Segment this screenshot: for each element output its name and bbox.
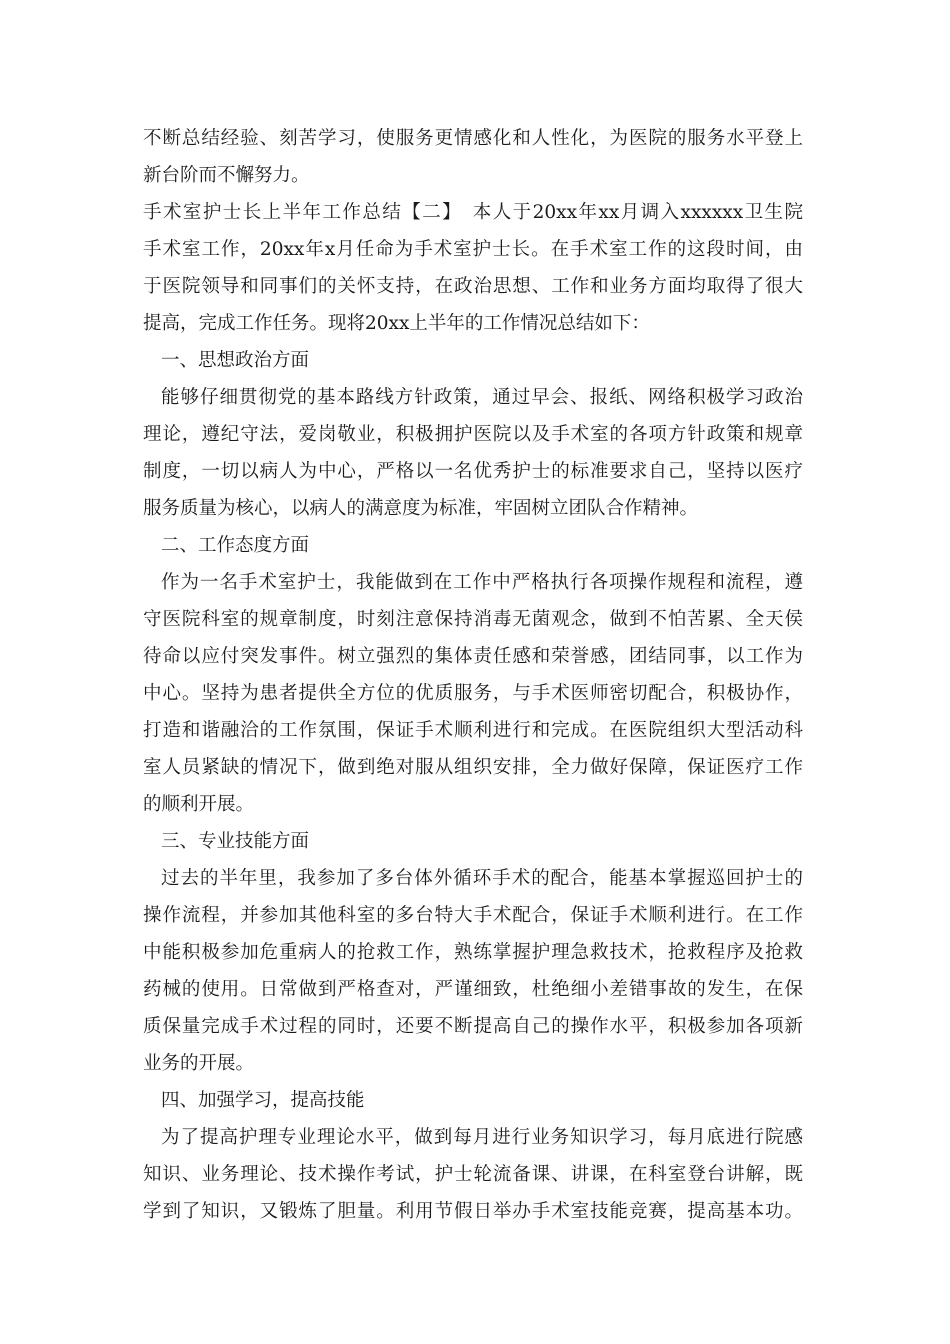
text-line: 服务质量为核心，以病人的满意度为标准，牢固树立团队合作精神。 [143, 498, 699, 519]
text-line: 于医院领导和同事们的关怀支持，在政治思想、工作和业务方面均取得了很大 [143, 276, 803, 297]
text-line: 提高，完成工作任务。现将20xx上半年的工作情况总结如下： [143, 313, 650, 334]
text-line: 待命以应付突发事件。树立强烈的集体责任感和荣誉感，团结同事，以工作为 [143, 646, 803, 667]
text-line: 中心。坚持为患者提供全方位的优质服务，与手术医师密切配合，积极协作， [143, 683, 803, 704]
text-line: 制度，一切以病人为中心，严格以一名优秀护士的标准要求自己，坚持以医疗 [143, 461, 803, 482]
text-line: 过去的半年里，我参加了多台体外循环手术的配合，能基本掌握巡回护士的 [161, 868, 803, 889]
text-line: 中能积极参加危重病人的抢救工作，熟练掌握护理急救技术，抢救程序及抢救 [143, 942, 803, 963]
text-line: 新台阶而不懈努力。 [143, 165, 310, 186]
text-line: 的顺利开展。 [143, 794, 255, 815]
text-line: 室人员紧缺的情况下，做到绝对服从组织安排，全力做好保障，保证医疗工作 [143, 757, 803, 778]
text-line: 操作流程，并参加其他科室的多台特大手术配合，保证手术顺利进行。在工作 [143, 905, 803, 926]
text-line: 手术室工作，20xx年x月任命为手术室护士长。在手术室工作的这段时间，由 [143, 239, 803, 260]
text-line: 守医院科室的规章制度，时刻注意保持消毒无菌观念，做到不怕苦累、全天侯 [143, 609, 803, 630]
text-line: 药械的使用。日常做到严格查对，严谨细致，杜绝细小差错事故的发生，在保 [143, 979, 803, 1000]
text-line: 作为一名手术室护士，我能做到在工作中严格执行各项操作规程和流程，遵 [161, 572, 803, 593]
text-line: 能够仔细贯彻党的基本路线方针政策，通过早会、报纸、网络积极学习政治 [161, 387, 803, 408]
section-heading: 一、思想政治方面 [161, 350, 310, 371]
section-heading: 四、加强学习，提高技能 [161, 1090, 365, 1111]
text-line: 不断总结经验、刻苦学习，使服务更情感化和人性化，为医院的服务水平登上 [143, 128, 803, 149]
section-heading: 二、工作态度方面 [161, 535, 310, 556]
text-line: 业务的开展。 [143, 1053, 255, 1074]
text-line: 为了提高护理专业理论水平，做到每月进行业务知识学习，每月底进行院感 [161, 1127, 803, 1148]
section-heading: 三、专业技能方面 [161, 831, 310, 852]
text-line: 质保量完成手术过程的同时，还要不断提高自己的操作水平，积极参加各项新 [143, 1016, 803, 1037]
document-page [143, 120, 803, 1230]
text-line: 打造和谐融洽的工作氛围，保证手术顺利进行和完成。在医院组织大型活动科 [143, 720, 803, 741]
text-line: 知识、业务理论、技术操作考试，护士轮流备课、讲课，在科室登台讲解，既 [143, 1164, 803, 1185]
text-line: 理论，遵纪守法，爱岗敬业，积极拥护医院以及手术室的各项方针政策和规章 [143, 424, 803, 445]
text-line: 学到了知识，又锻炼了胆量。利用节假日举办手术室技能竞赛，提高基本功。 [143, 1201, 803, 1222]
text-line: 手术室护士长上半年工作总结【二】 本人于20xx年xx月调入xxxxxx卫生院 [143, 202, 803, 223]
